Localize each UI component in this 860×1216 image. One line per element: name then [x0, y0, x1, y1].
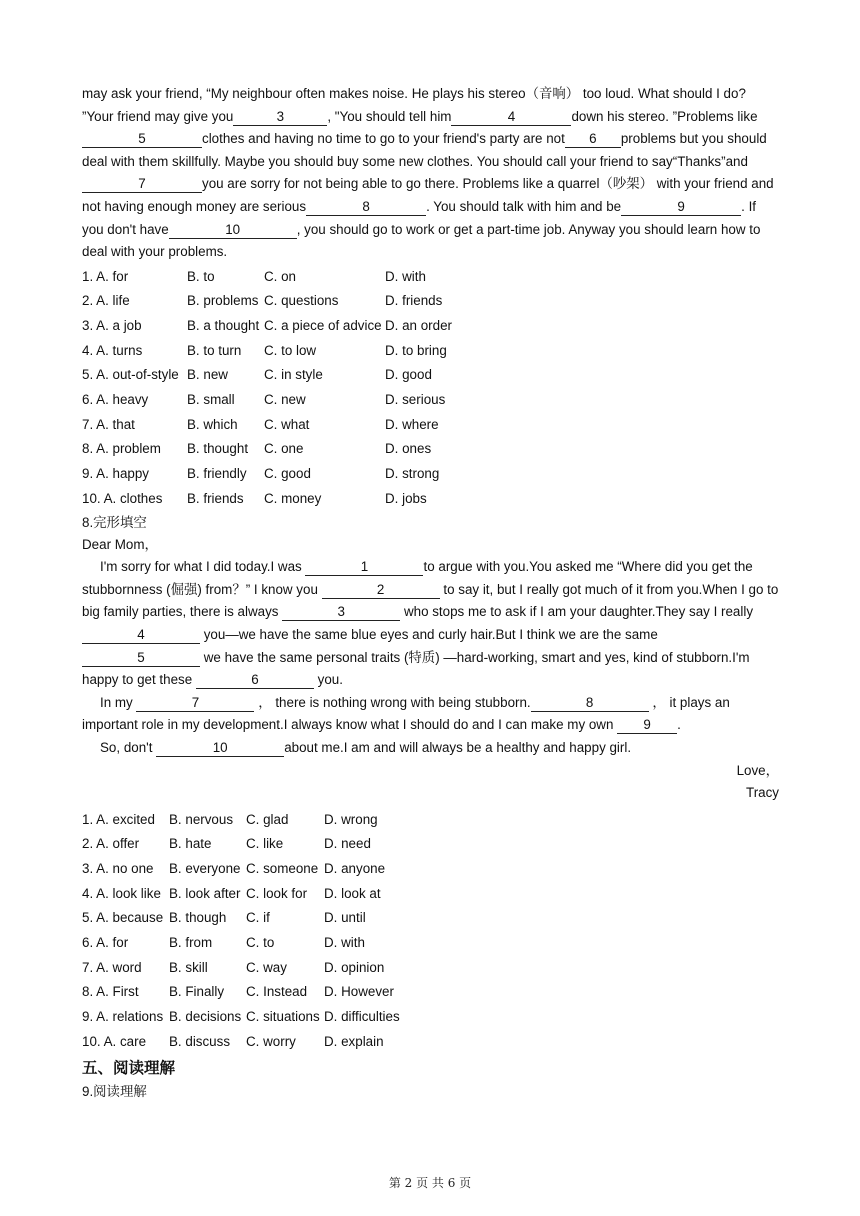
option-c: C. someone	[246, 860, 319, 876]
option-b: B. discuss	[169, 1033, 231, 1049]
option-a: 8. A. First	[82, 984, 139, 1000]
option-c: C. to	[246, 935, 275, 951]
option-d: D. to bring	[385, 342, 447, 358]
option-b: B. new	[187, 367, 228, 383]
option-a: 4. A. look like	[82, 885, 161, 901]
option-d: D. until	[324, 910, 366, 926]
blank-8: 8	[306, 199, 426, 216]
blank-5: 5	[82, 650, 200, 667]
option-a: 2. A. life	[82, 293, 130, 309]
blank-3: 3	[282, 604, 400, 621]
option-a: 10. A. care	[82, 1033, 147, 1049]
blank-5: 5	[82, 131, 202, 148]
option-b: B. nervous	[169, 811, 234, 827]
option-a: 5. A. out-of-style	[82, 367, 179, 383]
option-a: 3. A. a job	[82, 317, 142, 333]
blank-9: 9	[617, 717, 677, 734]
letter-text: to argue with you.You asked me “Where did you get the stubbornness (倔强) from？” I know you	[82, 559, 753, 597]
option-d: D. need	[324, 836, 371, 852]
blank-4: 4	[82, 627, 200, 644]
option-d: D. an order	[385, 317, 452, 333]
blank-6: 6	[196, 672, 314, 689]
option-b: B. thought	[187, 441, 249, 457]
option-c: C. glad	[246, 811, 289, 827]
blank-7: 7	[82, 176, 202, 193]
options-table-2	[82, 807, 424, 1054]
option-d: D. friends	[385, 293, 443, 309]
letter-text: ， there is nothing wrong with being stubborn.	[258, 694, 531, 710]
option-b: B. look after	[169, 885, 241, 901]
blank-3: 3	[233, 109, 327, 126]
option-c: C. good	[264, 466, 311, 482]
option-d: D. good	[385, 367, 432, 383]
option-b: B. friendly	[187, 466, 247, 482]
section-8-question-1	[82, 807, 424, 832]
option-c: C. new	[264, 392, 306, 408]
passage-text: , you should go to work or get a part-time job. Anyway you should learn how to deal with your problems.	[82, 221, 761, 260]
letter-text: you—we have the same blue eyes and curly hair.But I think we are the same	[203, 627, 658, 642]
option-c: C. like	[246, 836, 284, 852]
passage-text: , "You should tell him	[327, 108, 452, 124]
section-5-heading: 五、阅读理解	[82, 1058, 176, 1077]
blank-1: 1	[305, 559, 423, 576]
letter-paragraph-3	[82, 737, 779, 760]
letter-text: In my	[100, 694, 133, 710]
option-b: B. problems	[187, 293, 259, 309]
option-c: C. situations	[246, 1009, 320, 1025]
option-d: D. difficulties	[324, 1009, 400, 1025]
passage-text: you are sorry for not being able to go there. Problems like a quarrel（吵架） with your friend and not having enough money are serious	[82, 176, 774, 214]
letter-greeting: Dear Mom，	[82, 536, 158, 552]
passage-1-question-3	[82, 313, 485, 338]
passage-1-question-2	[82, 288, 485, 313]
passage-text: may ask your friend, “My neighbour often makes noise. He plays his stereo（音响） too loud. What should I do? ”Your friend may give you	[82, 86, 746, 124]
option-d: D. wrong	[324, 811, 378, 827]
blank-7: 7	[136, 695, 254, 712]
option-d: D. explain	[324, 1033, 384, 1049]
blank-10: 10	[169, 222, 297, 239]
option-a: 3. A. no one	[82, 860, 154, 876]
passage-text: . If you don't have	[82, 198, 757, 237]
passage-text: clothes and having no time to go to your friend's party are not	[202, 131, 565, 147]
option-a: 7. A. word	[82, 959, 142, 975]
option-a: 1. A. excited	[82, 811, 155, 827]
option-b: B. though	[169, 910, 227, 926]
option-b: B. friends	[187, 490, 244, 506]
option-b: B. hate	[169, 836, 212, 852]
option-c: C. if	[246, 910, 270, 926]
option-a: 2. A. offer	[82, 836, 140, 852]
option-d: D. anyone	[324, 860, 386, 876]
passage-1-question-7	[82, 412, 485, 437]
option-c: C. one	[264, 441, 304, 457]
option-c: C. in style	[264, 367, 323, 383]
option-d: D. look at	[324, 885, 381, 901]
option-d: D. strong	[385, 466, 440, 482]
passage-text: . You should talk with him and be	[426, 198, 622, 214]
page-footer: 第 2 页 共 6 页	[388, 1176, 472, 1190]
passage-1-question-5	[82, 363, 485, 388]
option-b: B. small	[187, 392, 235, 408]
option-a: 9. A. happy	[82, 466, 150, 482]
letter-paragraph-2	[82, 692, 779, 737]
option-c: C. on	[264, 268, 297, 284]
letter-text: you.	[317, 672, 343, 688]
option-b: B. which	[187, 416, 238, 432]
letter-text: we have the same personal traits (特质) —hard-working, smart and yes, kind of stubborn.I'm happy to get these	[82, 649, 750, 688]
section-8-question-8	[82, 980, 424, 1005]
option-c: C. money	[264, 490, 322, 506]
option-d: D. However	[324, 984, 394, 1000]
passage-1-question-9	[82, 461, 485, 486]
letter-signature: Tracy	[746, 785, 779, 801]
option-b: B. to turn	[187, 342, 242, 358]
blank-10: 10	[156, 740, 284, 757]
option-b: B. decisions	[169, 1009, 242, 1025]
passage-1-question-8	[82, 437, 485, 462]
option-d: D. jobs	[385, 490, 427, 506]
option-a: 8. A. problem	[82, 441, 161, 457]
option-a: 6. A. for	[82, 935, 129, 951]
option-a: 6. A. heavy	[82, 392, 149, 408]
option-d: D. serious	[385, 392, 446, 408]
letter-text: to say it, but I really got much of it from you.When I go to big family parties, there is always	[82, 581, 779, 620]
option-d: D. with	[385, 268, 426, 284]
letter-closing: Love，	[736, 762, 779, 778]
blank-4: 4	[451, 109, 571, 126]
section-9-label: 9.阅读理解	[82, 1083, 147, 1099]
options-table-1	[82, 264, 485, 511]
option-c: C. a piece of advice	[264, 317, 382, 333]
option-c: C. questions	[264, 293, 339, 309]
option-a: 1. A. for	[82, 268, 129, 284]
option-b: B. a thought	[187, 317, 260, 333]
option-b: B. everyone	[169, 860, 241, 876]
passage-1-question-10	[82, 486, 485, 511]
section-8-question-10	[82, 1029, 424, 1054]
section-8-question-2	[82, 831, 424, 856]
option-c: C. look for	[246, 885, 308, 901]
option-d: D. opinion	[324, 959, 385, 975]
blank-6: 6	[565, 131, 621, 148]
option-d: D. where	[385, 416, 439, 432]
section-8-question-6	[82, 930, 424, 955]
passage-1-question-4	[82, 338, 485, 363]
passage-1-question-1	[82, 264, 485, 289]
section-8-question-9	[82, 1004, 424, 1029]
option-d: D. with	[324, 935, 365, 951]
page-content	[82, 83, 779, 1103]
option-c: C. way	[246, 959, 287, 975]
passage-text: down his stereo. ”Problems like	[571, 108, 758, 124]
blank-8: 8	[531, 695, 649, 712]
section-8-question-7	[82, 955, 424, 980]
blank-9: 9	[621, 199, 741, 216]
letter-text: ， it plays an important role in my development.I always know what I should do and I can make my own	[82, 694, 730, 733]
option-b: B. skill	[169, 959, 208, 975]
passage-1	[82, 83, 779, 264]
letter-text: I'm sorry for what I did today.I was	[100, 559, 302, 575]
letter-paragraph-1	[82, 556, 779, 692]
option-d: D. ones	[385, 441, 432, 457]
option-c: C. Instead	[246, 984, 308, 1000]
passage-1-question-6	[82, 387, 485, 412]
letter-text: So, don't	[100, 739, 153, 755]
letter-text: who stops me to ask if I am your daughter.They say I really	[403, 604, 754, 620]
section-8-question-3	[82, 856, 424, 881]
option-a: 4. A. turns	[82, 342, 143, 358]
option-c: C. what	[264, 416, 310, 432]
blank-2: 2	[322, 582, 440, 599]
option-c: C. worry	[246, 1033, 296, 1049]
section-8-question-4	[82, 881, 424, 906]
option-c: C. to low	[264, 342, 317, 358]
passage-text: problems but you should deal with them skillfully. Maybe you should buy some new clothes. You should call your friend to say“Thanks”and	[82, 131, 767, 169]
option-b: B. to	[187, 268, 215, 284]
option-a: 5. A. because	[82, 910, 164, 926]
option-a: 7. A. that	[82, 416, 135, 432]
section-8-label: 8.完形填空	[82, 514, 147, 530]
option-b: B. Finally	[169, 984, 225, 1000]
option-b: B. from	[169, 935, 213, 951]
letter-text: about me.I am and will always be a healthy and happy girl.	[284, 739, 632, 755]
section-8-question-5	[82, 906, 424, 931]
option-a: 9. A. relations	[82, 1009, 164, 1025]
option-a: 10. A. clothes	[82, 490, 163, 506]
letter-text: .	[677, 717, 681, 733]
